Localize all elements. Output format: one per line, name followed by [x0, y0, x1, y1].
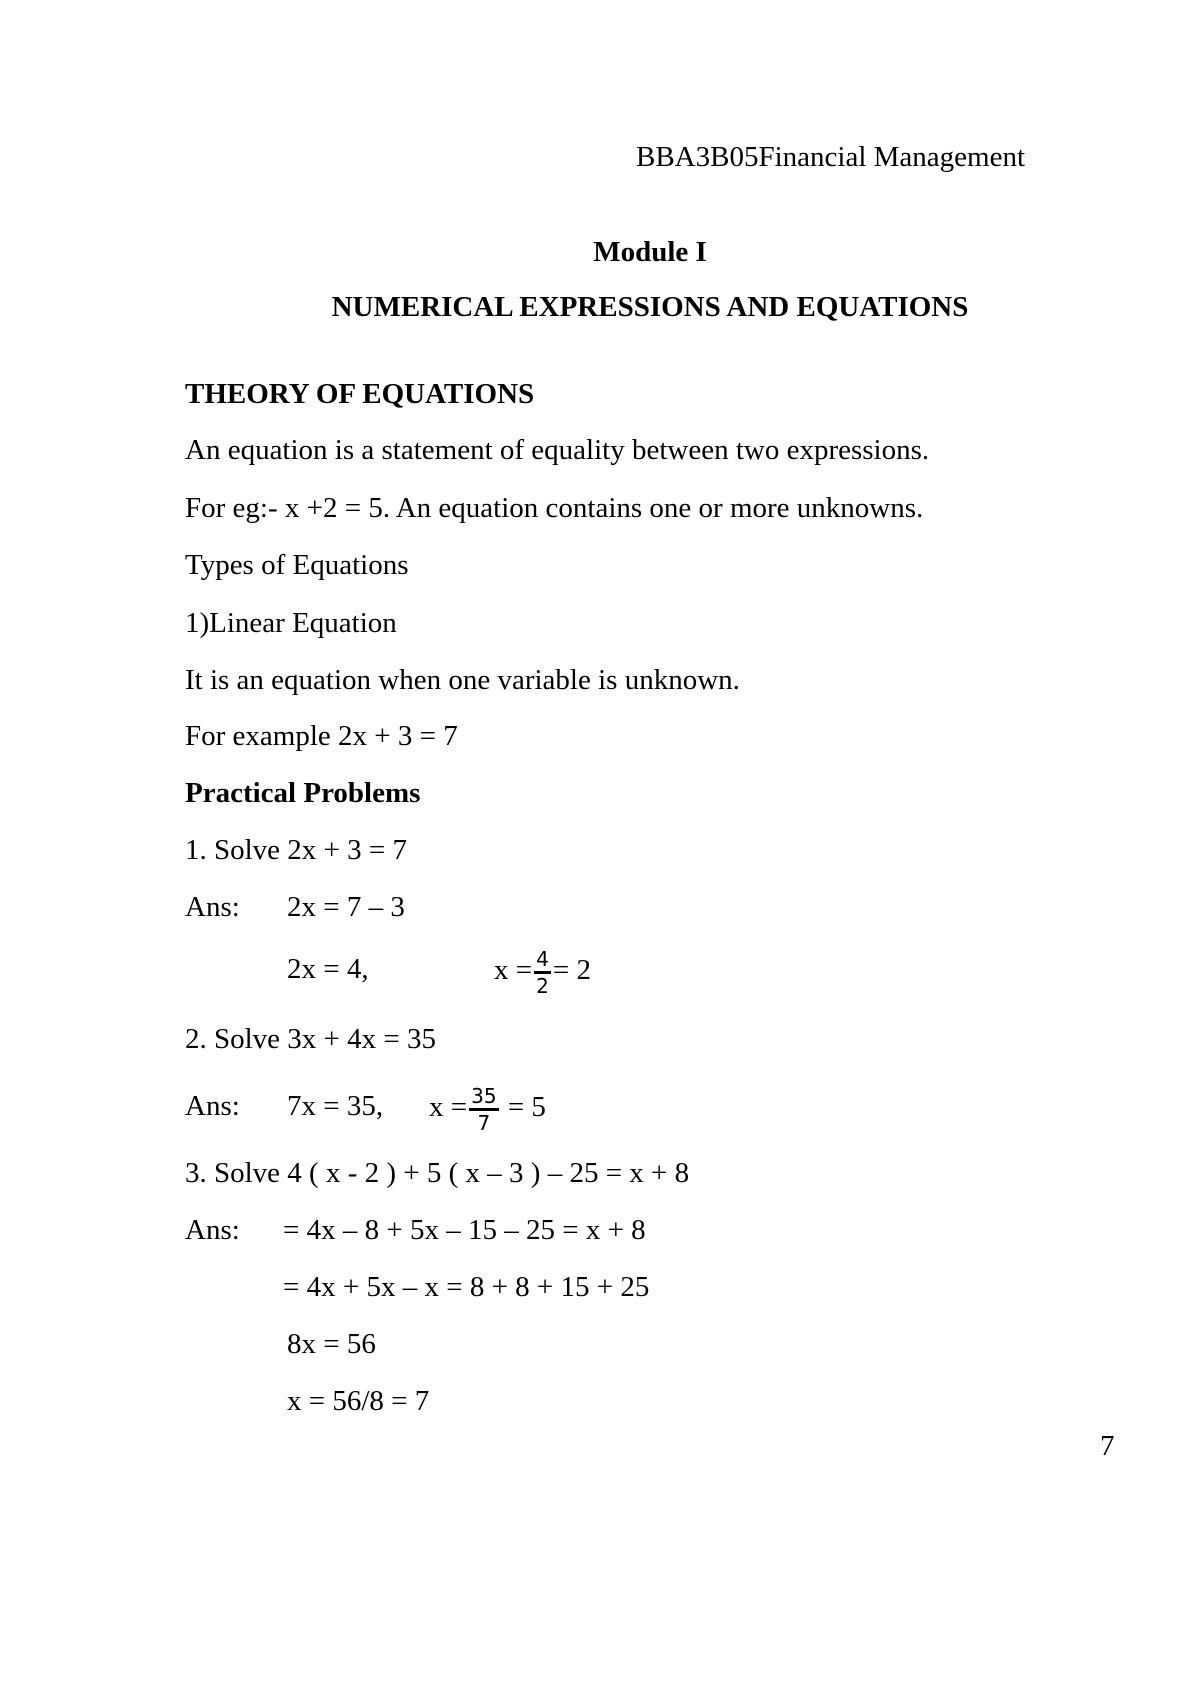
linear-heading: 1)Linear Equation: [185, 607, 397, 639]
fraction-denominator: 2: [536, 973, 549, 998]
problem-1-question: 1. Solve 2x + 3 = 7: [185, 834, 408, 866]
fraction-numerator: 35: [469, 1085, 498, 1111]
equation-definition: An equation is a statement of equality between two expressions.: [185, 434, 930, 466]
section-heading: THEORY OF EQUATIONS: [185, 378, 535, 410]
equation-example: For eg:- x +2 = 5. An equation contains one or more unknowns.: [185, 492, 924, 524]
page-number: 7: [1100, 1430, 1115, 1462]
problem-3-step-2: = 4x + 5x – x = 8 + 8 + 15 + 25: [283, 1271, 650, 1303]
problem-2-step-1: 7x = 35,: [287, 1090, 384, 1122]
module-title: Module I: [593, 236, 707, 268]
problem-3-ans-label: Ans:: [185, 1214, 240, 1246]
problem-1-ans-label: Ans:: [185, 891, 240, 923]
problem-2-fraction: [469, 1085, 498, 1134]
problem-1-step-3: [494, 940, 591, 1000]
problem-1-fraction: [534, 948, 551, 997]
problem-1-step-3-lhs: x =: [494, 954, 533, 986]
types-heading: Types of Equations: [185, 549, 409, 581]
problem-2-step-2: [429, 1077, 546, 1137]
problem-2-step-2-rhs: = 5: [507, 1091, 546, 1123]
problem-1-step-2: 2x = 4,: [287, 953, 369, 985]
problem-3-step-3: 8x = 56: [287, 1328, 376, 1360]
problem-2-step-2-lhs: x =: [429, 1091, 468, 1123]
module-subtitle: NUMERICAL EXPRESSIONS AND EQUATIONS: [331, 291, 969, 323]
running-header: BBA3B05Financial Management: [636, 141, 1026, 173]
linear-definition: It is an equation when one variable is unknown.: [185, 664, 740, 696]
fraction-numerator: 4: [534, 948, 551, 974]
problem-1-step-1: 2x = 7 – 3: [287, 891, 405, 923]
problem-2-ans-label: Ans:: [185, 1090, 240, 1122]
problem-2-question: 2. Solve 3x + 4x = 35: [185, 1023, 437, 1055]
practical-heading: Practical Problems: [185, 777, 421, 809]
problem-3-question: 3. Solve 4 ( x - 2 ) + 5 ( x – 3 ) – 25 = x + 8: [185, 1157, 690, 1189]
problem-3-step-1: = 4x – 8 + 5x – 15 – 25 = x + 8: [283, 1214, 646, 1246]
problem-1-step-3-rhs: = 2: [552, 954, 591, 986]
problem-3-step-4: x = 56/8 = 7: [287, 1385, 430, 1417]
linear-example: For example 2x + 3 = 7: [185, 720, 458, 752]
fraction-denominator: 7: [477, 1110, 491, 1135]
